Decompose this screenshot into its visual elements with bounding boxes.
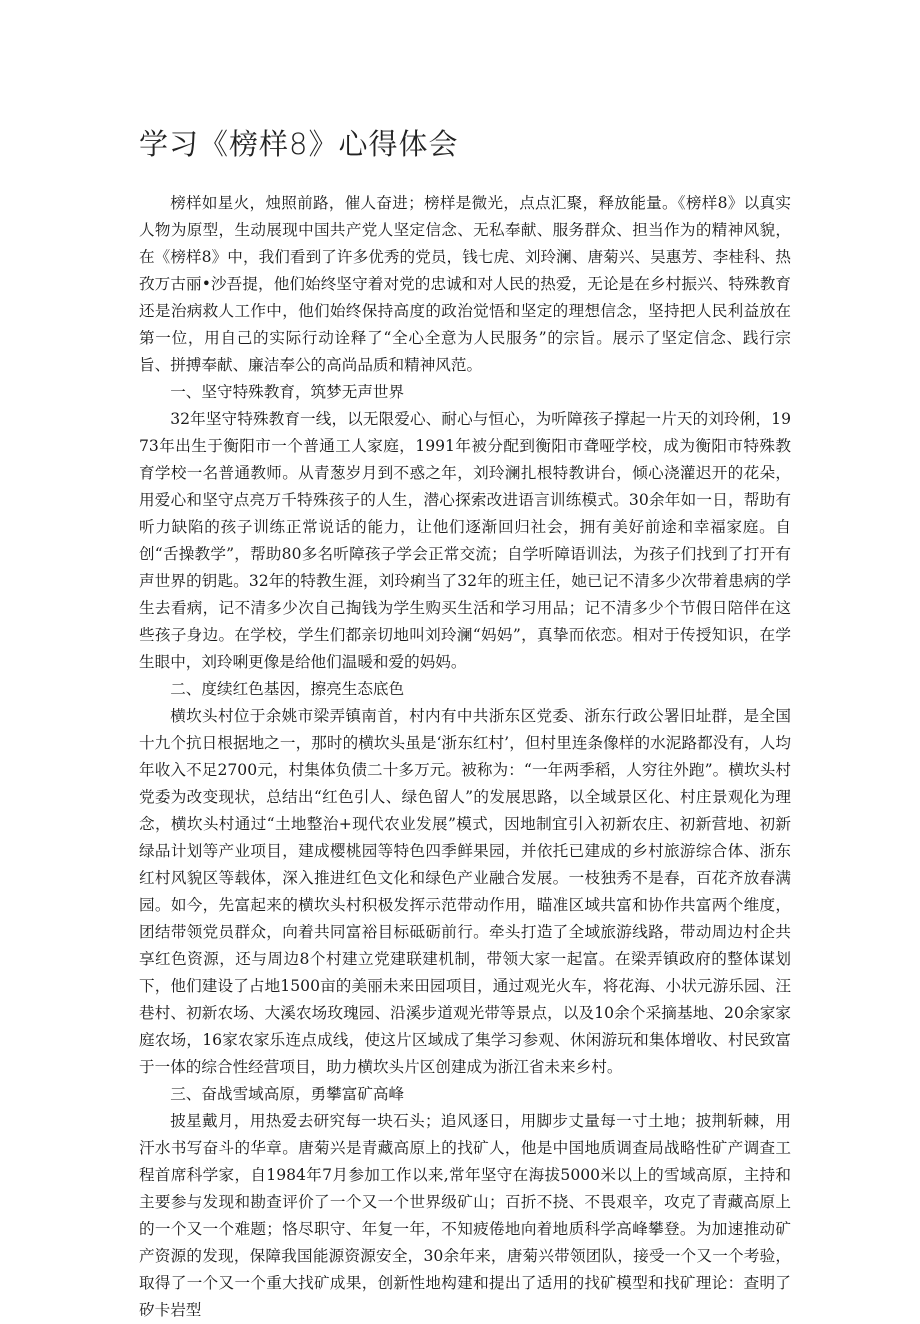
intro-paragraph: 榜样如星火，烛照前路，催人奋进；榜样是微光，点点汇聚，释放能量。《榜样8》以真实人物为原型，生动展现中国共产党人坚定信念、无私奉献、服务群众、担当作为的精神风貌，在《榜样8》中，我们看到了许多优秀的党员，钱七虎、刘玲澜、唐菊兴、吴惠芳、李桂科、热孜万古丽•沙吾提，他们始终坚守着对党的忠诚和对人民的热爱，无论是在乡村振兴、特殊教育还是治病救人工作中，他们始终保持高度的政治觉悟和坚定的理想信念，坚持把人民利益放在第一位，用自己的实际行动诠释了“全心全意为人民服务”的宗旨。展示了坚定信念、践行宗旨、拼搏奉献、廉洁奉公的高尚品质和精神风范。 (139, 194, 791, 374)
section-3 (139, 1081, 791, 1324)
document-title: 学习《榜样8》心得体会 (139, 127, 459, 161)
section-heading: 二、度续红色基因，擦亮生态底色 (170, 680, 405, 698)
section-body: 披星戴月，用热爱去研究每一块石头；追风逐日，用脚步丈量每一寸土地；披荆斩棘，用汗水书写奋斗的华章。唐菊兴是青藏高原上的找矿人，他是中国地质调查局战略性矿产调查工程首席科学家，自1984年7月参加工作以来,常年坚守在海拔5000米以上的雪域高原，主持和主要参与发现和勘查评价了一个又一个世界级矿山；百折不挠、不畏艰辛，攻克了青藏高原上的一个又一个难题；恪尽职守、年复一年，不知疲倦地向着地质科学高峰攀登。为加速推动矿产资源的发现，保障我国能源资源安全，30余年来，唐菊兴带领团队，接受一个又一个考验，取得了一个又一个重大找矿成果，创新性地构建和提出了适用的找矿模型和找矿理论：查明了矽卡岩型 (139, 1112, 791, 1319)
document-page (139, 122, 791, 1324)
section-2 (139, 676, 791, 1081)
section-heading: 一、坚守特殊教育，筑梦无声世界 (170, 383, 405, 401)
section-body: 横坎头村位于余姚市梁弄镇南首，村内有中共浙东区党委、浙东行政公署旧址群，是全国十九个抗日根据地之一，那时的横坎头虽是‘浙东红村’，但村里连条像样的水泥路都没有，人均年收入不足2700元，村集体负债二十多万元。被称为：“一年两季稻，人穷往外跑”。横坎头村党委为改变现状，总结出“红色引人、绿色留人”的发展思路，以全域景区化、村庄景观化为理念，横坎头村通过“土地整治+现代农业发展”模式，因地制宜引入初新农庄、初新营地、初新绿品计划等产业项目，建成樱桃园等特色四季鲜果园，并依托已建成的乡村旅游综合体、浙东红村风貌区等载体，深入推进红色文化和绿色产业融合发展。一枝独秀不是春，百花齐放春满园。如今，先富起来的横坎头村积极发挥示范带动作用，瞄准区域共富和协作共富两个维度，团结带领党员群众，向着共同富裕目标砥砺前行。牵头打造了全域旅游线路，带动周边村企共享红色资源，还与周边8个村建立党建联建机制，带领大家一起富。在梁弄镇政府的整体谋划下，他们建设了占地1500亩的美丽未来田园项目，通过观光火车，将花海、小状元游乐园、汪巷村、初新农场、大溪农场玫瑰园、沿溪步道观光带等景点，以及10余个采摘基地、20余家家庭农场，16家农家乐连点成线，使这片区域成了集学习参观、休闲游玩和集体增收、村民致富于一体的综合性经营项目，助力横坎头片区创建成为浙江省未来乡村。 (139, 707, 791, 1076)
section-heading: 三、奋战雪域高原，勇攀富矿高峰 (170, 1085, 405, 1103)
section-body: 32年坚守特殊教育一线，以无限爱心、耐心与恒心，为听障孩子撑起一片天的刘玲俐，1973年出生于衡阳市一个普通工人家庭，1991年被分配到衡阳市聋哑学校，成为衡阳市特殊教育学校一名普通教师。从青葱岁月到不惑之年，刘玲澜扎根特教讲台，倾心浇灌迟开的花朵，用爱心和坚守点亮万千特殊孩子的人生，潜心探索改进语言训练模式。30余年如一日，帮助有听力缺陷的孩子训练正常说话的能力，让他们逐渐回归社会，拥有美好前途和幸福家庭。自创“舌操教学”，帮助80多名听障孩子学会正常交流；自学听障语训法，为孩子们找到了打开有声世界的钥匙。32年的特教生涯，刘玲痢当了32年的班主任，她已记不清多少次带着患病的学生去看病，记不清多少次自己掏钱为学生购买生活和学习用品；记不清多少个节假日陪伴在这些孩子身边。在学校，学生们都亲切地叫刘玲澜“妈妈”，真挚而依恋。相对于传授知识，在学生眼中，刘玲唎更像是给他们温暖和爱的妈妈。 (139, 410, 791, 671)
section-1 (139, 379, 791, 676)
